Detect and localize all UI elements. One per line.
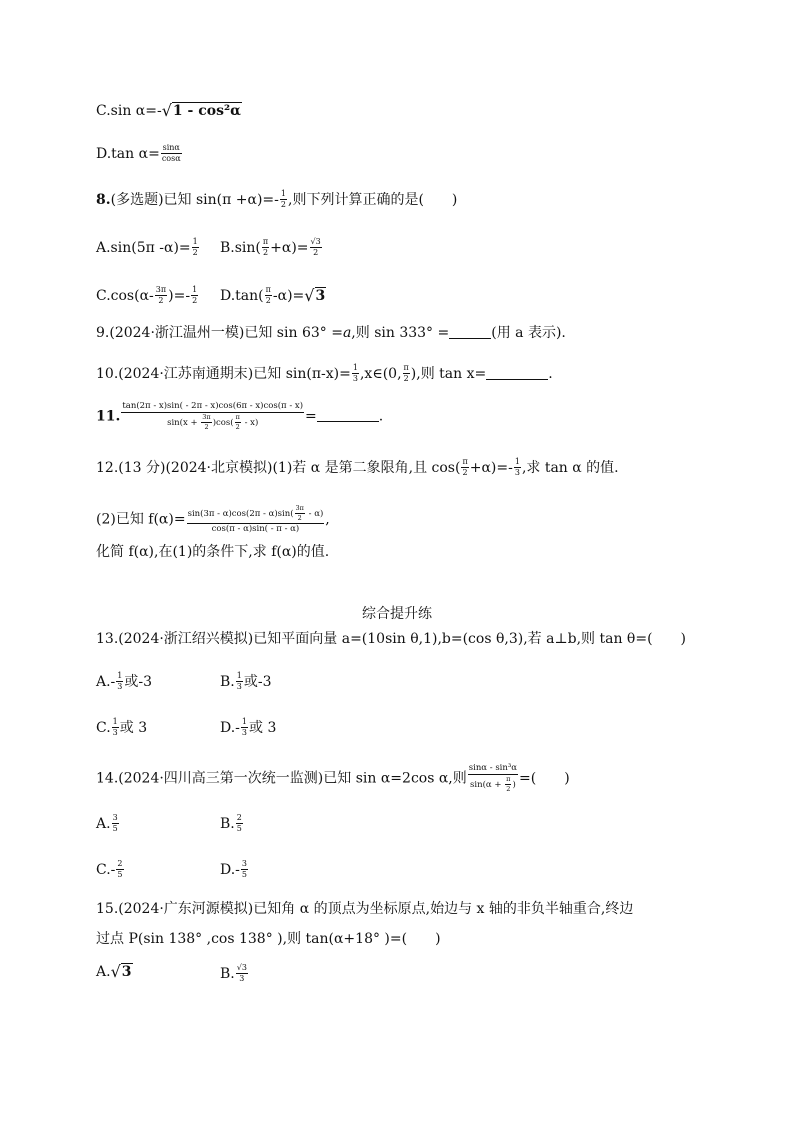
fraction: $\frac{1}{2}$ [192,285,198,306]
q13-stem: 13.(2024·浙江绍兴模拟)已知平面向量 a=(10sin θ,1),b=(cos θ,3),若 a⊥b,则 tan θ=( ) [96,631,687,647]
fraction: sin(3π - α)cos(2π - α)sin( $\frac{3\pi}{2}$ - α) cos(π - α)sin( - π - α) [187,504,324,534]
fraction: $\frac{1}{2}$ [192,237,198,258]
sqrt-symbol: √3 [304,285,326,305]
fraction: $\frac{1}{3}$ [236,671,242,692]
fraction: $\frac{\sin\alpha}{\cos\alpha}$ [161,143,181,164]
q8-option-a: A.sin(5π -α)= $\frac{1}{2}$ [96,237,198,258]
q15-option-a: A.√3 [96,962,132,981]
q8-option-c: C.cos(α- $\frac{3\pi}{2}$ )=- $\frac{1}{2}$ [96,285,198,306]
q12-part1: 12.(13 分)(2024·北京模拟)(1)若 α 是第二象限角,且 cos( $\frac{\pi}{2}$ +α)=- $\frac{1}{3}$ ,求 tan α 的值. [96,457,619,478]
fraction: $\frac{\pi}{2}$ [262,237,269,258]
answer-blank [449,326,491,339]
q9-stem: 9.(2024·浙江温州一模)已知 sin 63° =a,则 sin 333° = (用 a 表示). [96,325,566,341]
sqrt-symbol: √1 - cos²α [161,101,241,120]
q8-stem: 8.(多选题)已知 sin(π +α)=- $\frac{1}{2}$ ,则下列计算正确的是( ) [96,189,458,210]
fraction: $\frac{√3}{2}$ [310,237,321,258]
fraction: $\frac{√3}{3}$ [236,963,247,984]
q7-option-d: D.tan α= $\frac{\sin\alpha}{\cos\alpha}$ [96,143,181,164]
q13-option-d: D.- $\frac{1}{3}$ 或 3 [220,717,277,738]
fraction: $\frac{\pi}{2}$ [403,363,409,384]
fraction: $\frac{1}{3}$ [352,363,358,384]
q10-stem: 10.(2024·江苏南通期末)已知 sin(π-x)= $\frac{1}{3}$ ,x∈(0, $\frac{\pi}{2}$ ),则 tan x= . [96,363,553,384]
q12-part2: (2)已知 f(α)= sin(3π - α)cos(2π - α)sin( $\frac{3\pi}{2}$ - α) cos(π - α)sin( - π - α) , [96,504,330,534]
q14-option-c: C.- $\frac{2}{5}$ [96,859,123,880]
q8-option-b: B.sin( $\frac{\pi}{2}$ +α)= $\frac{√3}{2}$ [220,237,321,258]
fraction: $\frac{3}{5}$ [241,859,247,880]
q11-stem: 11. tan(2π - x)sin( - 2π - x)cos(6π - x)cos(π - x) sin(x + $\frac{3\pi}{2}$ )cos( $\frac{\pi}{2}$ - x) = . [96,401,384,431]
q15-stem-line2: 过点 P(sin 138° ,cos 138° ),则 tan(α+18° )=( ) [96,931,441,947]
fraction: $\frac{3\pi}{2}$ [155,285,167,306]
q14-option-b: B. $\frac{2}{5}$ [220,813,242,834]
q13-option-a: A.- $\frac{1}{3}$ 或-3 [96,671,153,692]
fraction: $\frac{2}{5}$ [117,859,123,880]
fraction: tan(2π - x)sin( - 2π - x)cos(6π - x)cos(π - x) sin(x + $\frac{3\pi}{2}$ )cos( $\frac{\pi}{2}$ - x) [122,401,304,431]
q14-option-d: D.- $\frac{3}{5}$ [220,859,247,880]
q7-option-c: C.sin α=-√1 - cos²α [96,101,241,120]
q14-stem: 14.(2024·四川高三第一次统一监测)已知 sin α=2cos α,则 sinα - sin³α sin(α + $\frac{\pi}{2}$ ) =( ) [96,763,570,793]
fraction: $\frac{3}{5}$ [112,813,118,834]
fraction: $\frac{2}{5}$ [236,813,242,834]
q12-part3: 化简 f(α),在(1)的条件下,求 f(α)的值. [96,544,330,560]
fraction: $\frac{1}{3}$ [241,717,247,738]
fraction: $\frac{1}{3}$ [117,671,123,692]
fraction: $\frac{\pi}{2}$ [265,285,271,306]
fraction: $\frac{1}{3}$ [514,457,520,478]
answer-blank [317,409,379,422]
fraction: $\frac{\pi}{2}$ [462,457,468,478]
q15-stem-line1: 15.(2024·广东河源模拟)已知角 α 的顶点为坐标原点,始边与 x 轴的非负半轴重合,终边 [96,901,634,917]
fraction: sinα - sin³α sin(α + $\frac{\pi}{2}$ ) [468,763,518,793]
sqrt-symbol: √3 [110,962,132,981]
q15-option-b: B. $\frac{√3}{3}$ [220,963,247,984]
section-title: 综合提升练 [362,606,432,622]
fraction: $\frac{1}{2}$ [280,189,286,210]
q13-option-b: B. $\frac{1}{3}$ 或-3 [220,671,272,692]
q13-option-c: C. $\frac{1}{3}$ 或 3 [96,717,148,738]
q8-option-d: D.tan( $\frac{\pi}{2}$ -α)=√3 [220,285,326,306]
answer-blank [486,367,548,380]
fraction: $\frac{1}{3}$ [112,717,118,738]
q14-option-a: A. $\frac{3}{5}$ [96,813,118,834]
